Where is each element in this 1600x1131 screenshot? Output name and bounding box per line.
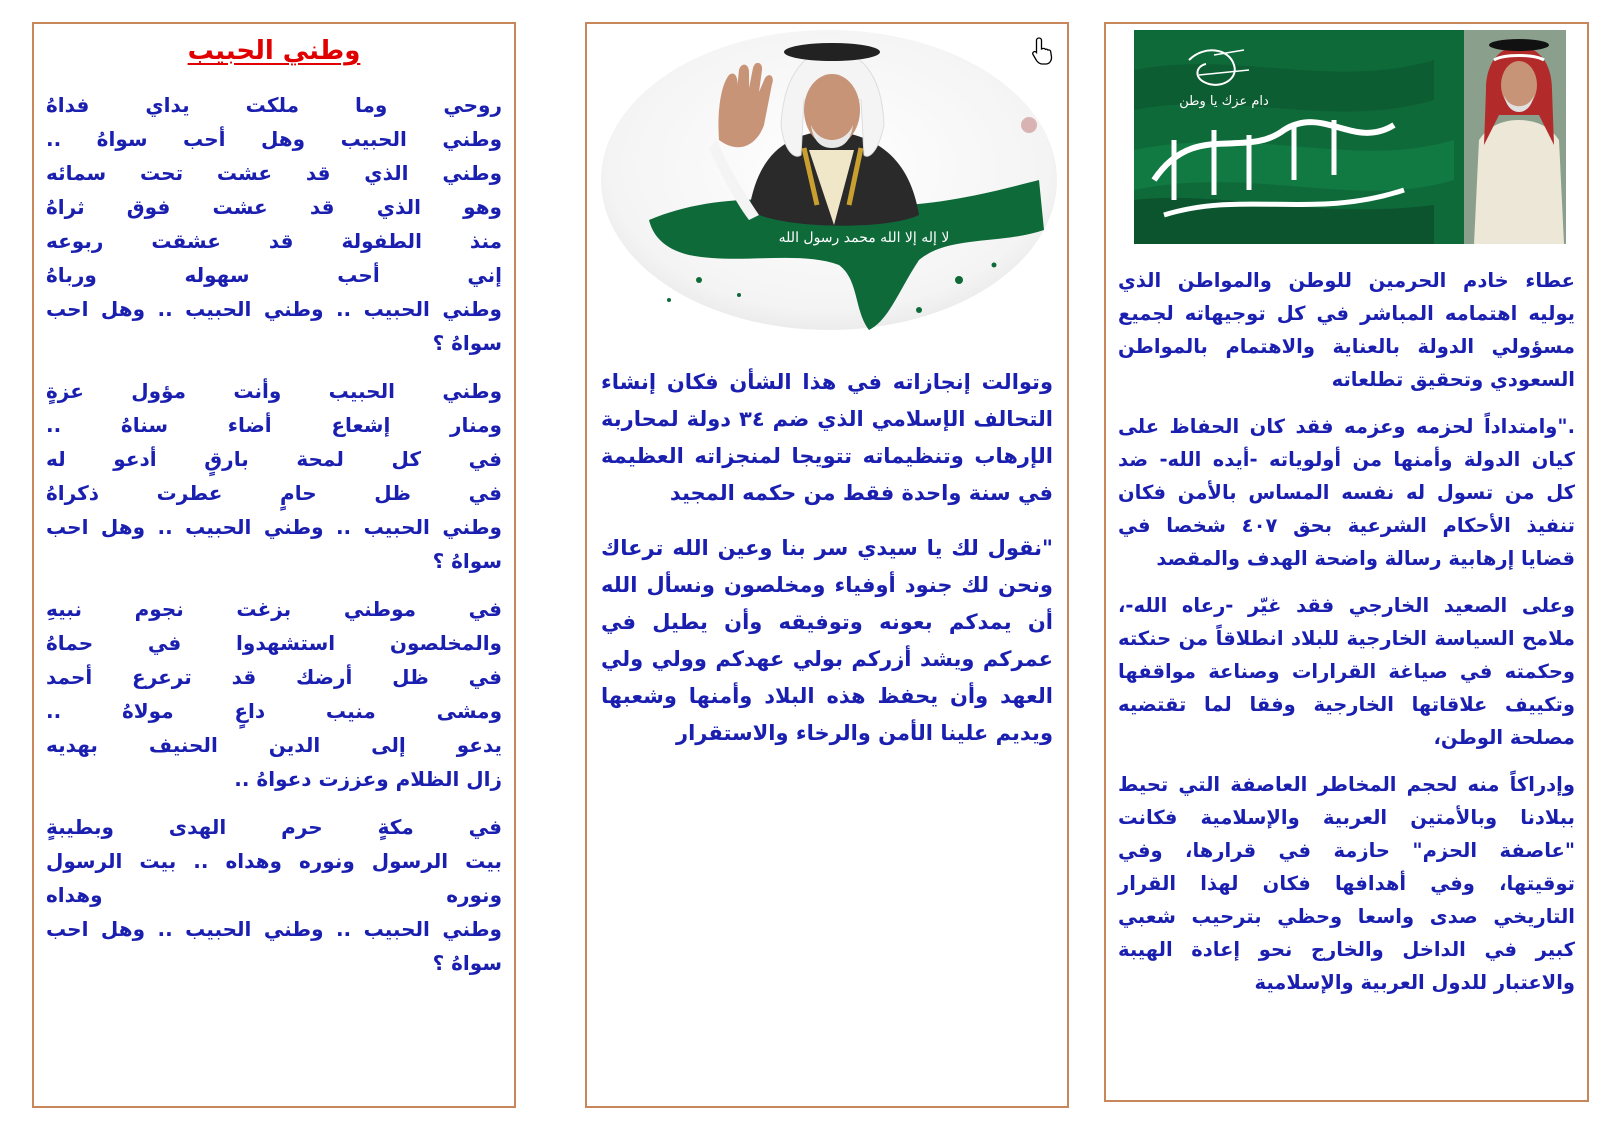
achievements-panel: [1104, 22, 1589, 1102]
achievements-paragraph: ."وامتداداً لحزمه وعزمه فقد كان الحفاظ على كيان الدولة وأمنها من أولوياته -أيده الله- ضد كل من تسول له نفسه المساس بالأمن فكان تنفيذ الأحكام الشرعية بحق ٤٠٧ شخصا في قضايا إرهابية رسالة واضحة الهدف والمقصد: [1118, 415, 1575, 570]
poem-line: وطني الحبيب وهل أحب سواهُ ..: [46, 127, 502, 151]
achievements-text: [1118, 264, 1575, 1013]
poem-stanza-4: [46, 810, 502, 980]
poem-stanza-1: [46, 88, 502, 360]
tribute-panel: [585, 22, 1069, 1108]
hand-pointer-icon: [1031, 36, 1057, 66]
poem-line: وهو الذي قد عشت فوق ثراهُ: [46, 195, 502, 219]
image-caption: دام عزك يا وطن: [1179, 94, 1269, 109]
poem-line: في ظل أرضك قد ترعرع أحمد: [46, 665, 502, 689]
poem-line: ومنار إشعاع أضاء سناهُ ..: [46, 413, 502, 437]
poem-line: وطني الحبيب .. وطني الحبيب .. وهل احب: [46, 297, 502, 321]
poem-line: والمخلصون استشهدوا في حماهُ: [46, 631, 502, 655]
achievements-paragraph: وعلى الصعيد الخارجي فقد غيّر -رعاه الله-، ملامح السياسة الخارجية للبلاد انطلاقاً من حنكته وحكمته في صياغة القرارات وصناعة مواقفها وتكييف علاقاتها الخارجية وفقا لما تقتضيه مصلحة الوطن،: [1118, 594, 1575, 749]
poem-line: يدعو إلى الدين الحنيف بهديه: [46, 733, 502, 757]
poem-line: في كل لمحة بارقٍ أدعو له: [46, 447, 502, 471]
poem-line: في موطني بزغت نجوم نبيهِ: [46, 597, 502, 621]
poem-stanza-3: [46, 592, 502, 796]
tribute-text: [601, 364, 1053, 770]
poem-line: وطني الحبيب وأنت مؤول عزةٍ: [46, 379, 502, 403]
poem-line: منذ الطفولة قد عشقت ربوعه: [46, 229, 502, 253]
poem-line: روحي وما ملكت يداي فداهُ: [46, 93, 502, 117]
poem-line: وطني الحبيب .. وطني الحبيب .. وهل احب: [46, 917, 502, 941]
poem-line: في مكةٍ حرم الهدى وبطيبةٍ: [46, 815, 502, 839]
tribute-paragraph: وتوالت إنجازاته في هذا الشأن فكان إنشاء التحالف الإسلامي الذي ضم ٣٤ دولة لمحاربة الإرهاب وتنظيماته تتويجا لمنجزاته العظيمة في سنة واحدة فقط من حكمه المجيد: [601, 370, 1053, 505]
tribute-paragraph: "نقول لك يا سيدي سر بنا وعين الله ترعاك ونحن لك جنود أوفياء ومخلصون ونسأل الله أن يمدكم بعونه وتوفيقه وأن يطيل في عمركم ويشد أزركم بولي عهدكم وولي ولي العهد وأن يحفظ هذه البلاد وأمنها وشعبها ويديم علينا الأمن والرخاء والاستقرار: [601, 536, 1053, 745]
poem-line: ونوره وهداه: [46, 883, 502, 907]
poem-line: زال الظلام وعززت دعواهُ ..: [234, 767, 502, 791]
flag-king-image: [1134, 30, 1566, 244]
poem-line: في ظل حامٍ عطرت ذكراهُ: [46, 481, 502, 505]
poem-line: ومشى منيب داعٍ مولاهُ ..: [46, 699, 502, 723]
poem-line: وطني الحبيب .. وطني الحبيب .. وهل احب: [46, 515, 502, 539]
achievements-paragraph: عطاء خادم الحرمين للوطن والمواطن الذي يوليه اهتمامه المباشر في كل توجيهاته لجميع مسؤولي الدولة بالعناية والاهتمام بالمواطن السعودي وتحقيق تطلعاته: [1118, 269, 1575, 391]
achievements-paragraph: وإدراكاً منه لحجم المخاطر العاصفة التي تحيط ببلادنا وبالأمتين العربية والإسلامية فكانت "عاصفة الحزم" حازمة في قرارها، وفي توقيتها، وفي أهدافها فكان لهذا القرار التاريخي صدى واسعا وحظي بترحيب شعبي كبير في الداخل والخارج نحو إعادة الهيبة والاعتبار للدول العربية والإسلامية: [1118, 773, 1575, 994]
poem-line: بيت الرسول ونوره وهداه .. بيت الرسول: [46, 849, 502, 873]
poem-stanza-2: [46, 374, 502, 578]
flag-inscription: لا إله إلا الله محمد رسول الله: [778, 230, 950, 246]
poem-line: سواهُ ؟: [432, 549, 502, 573]
poem-line: سواهُ ؟: [432, 951, 502, 975]
poem-panel: [32, 22, 516, 1108]
poem-body: [46, 88, 502, 994]
king-portrait-image: [599, 30, 1059, 340]
poem-line: وطني الذي قد عشت تحت سمائه: [46, 161, 502, 185]
poem-line: إني أحب سهوله ورباهُ: [46, 263, 502, 287]
poem-title: وطني الحبيب: [187, 36, 361, 66]
poem-line: سواهُ ؟: [432, 331, 502, 355]
